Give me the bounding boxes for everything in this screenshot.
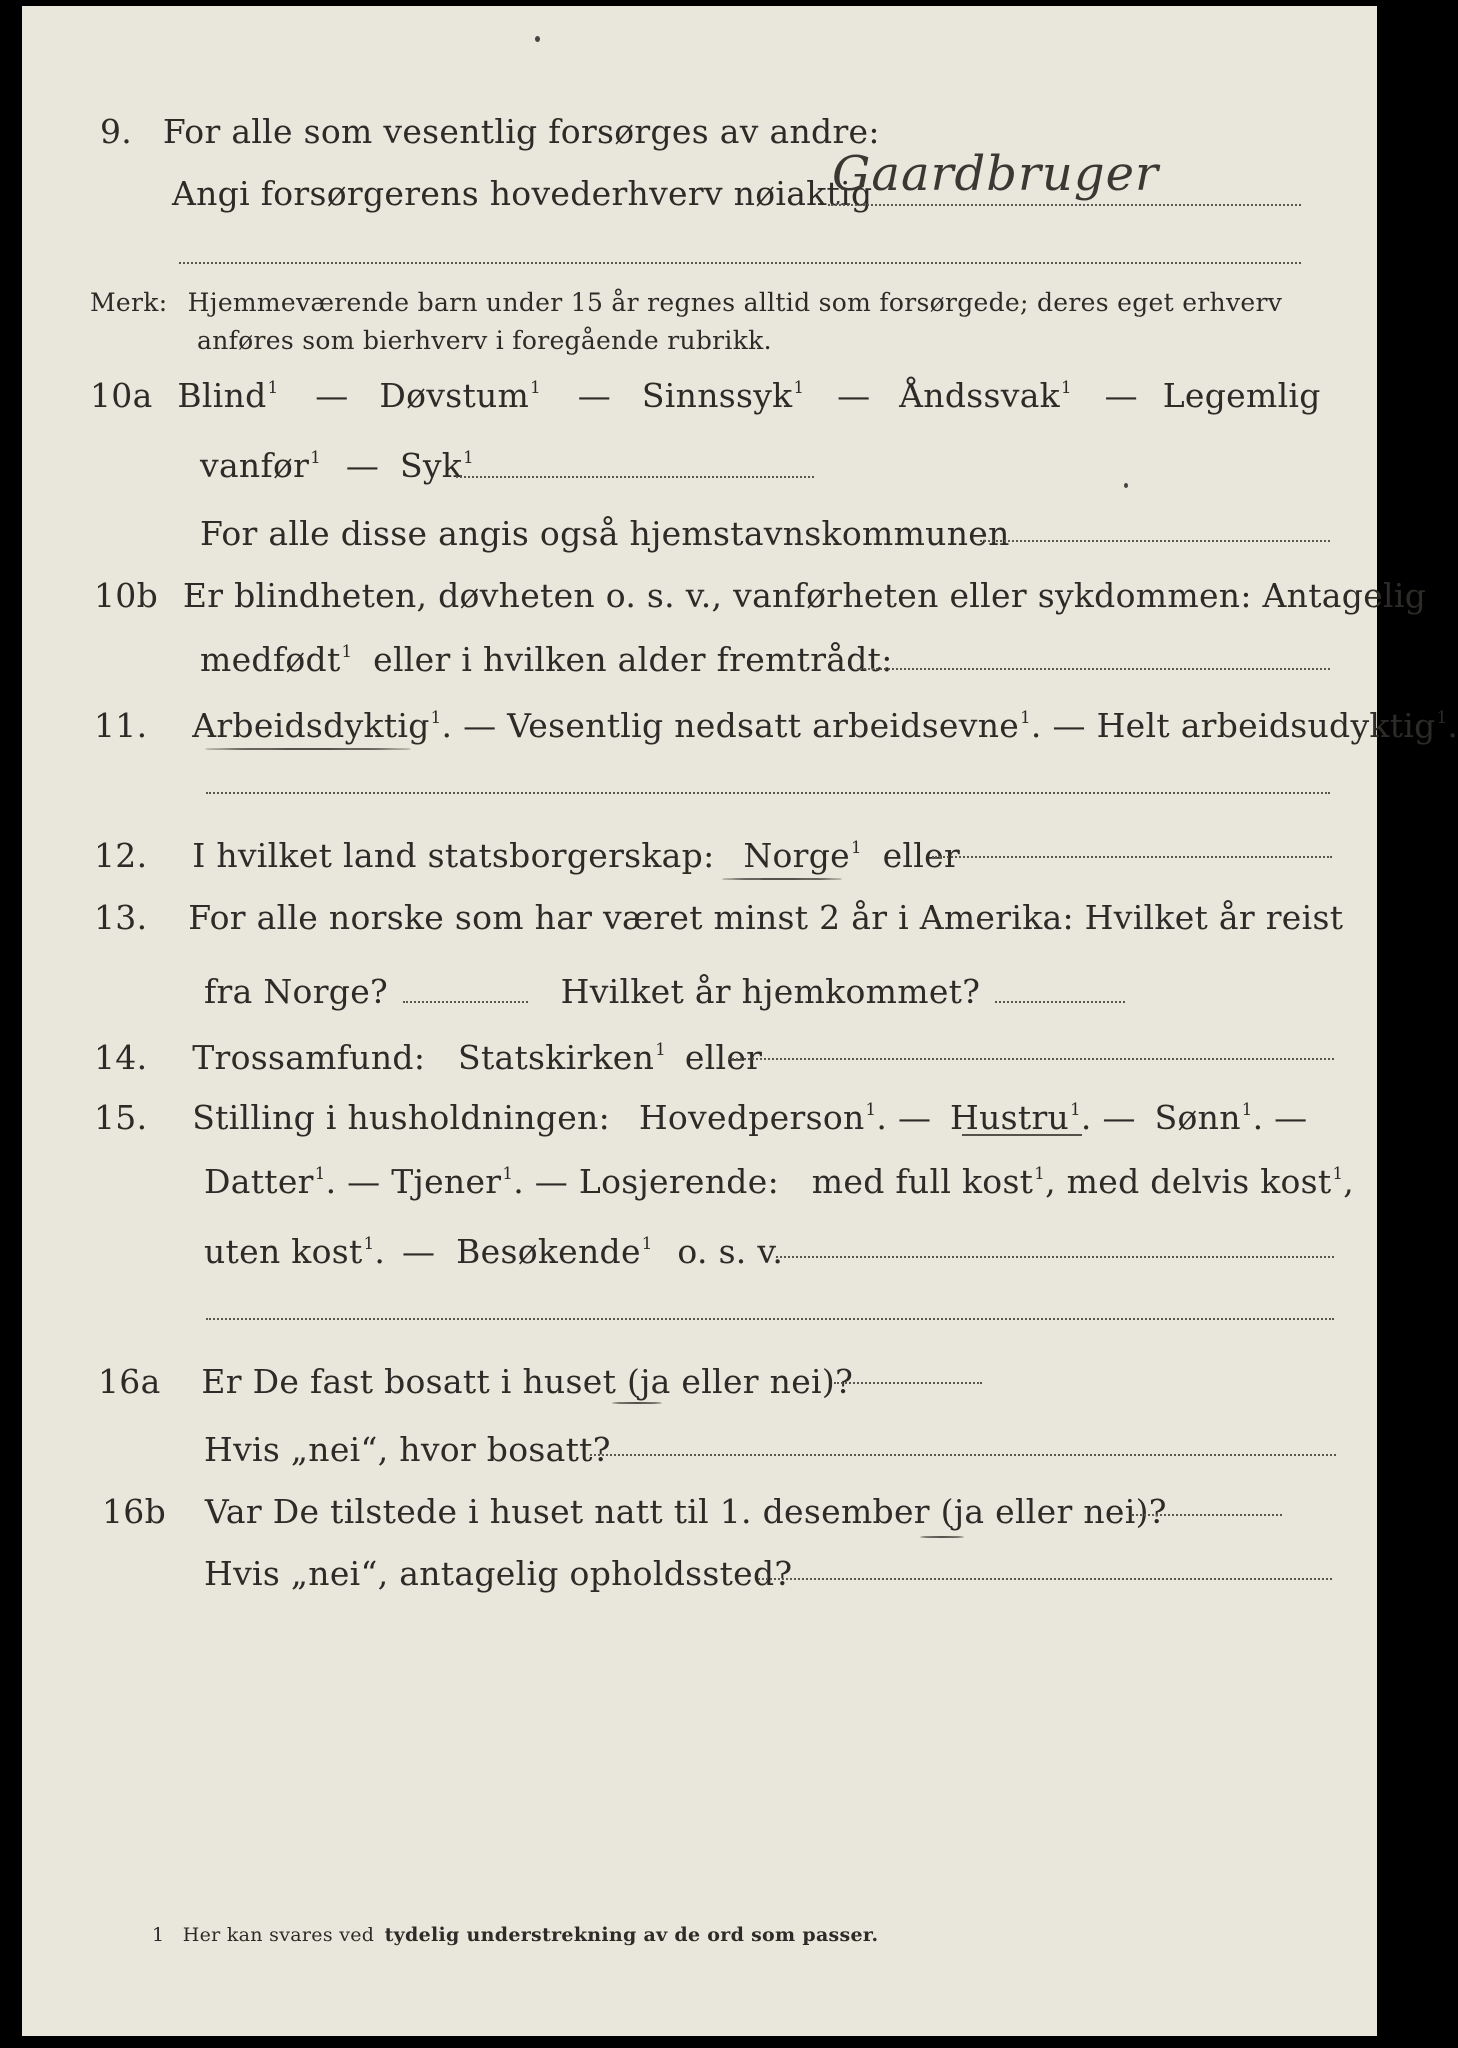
opt-sonn: Sønn xyxy=(1154,1098,1241,1137)
q16a-text1: Er De fast bosatt i huset (ja eller nei)? xyxy=(201,1362,854,1401)
q13-number: 13. xyxy=(94,898,148,937)
q15-line1: 15. Stilling i husholdningen: Hovedperson$^1$. — Hustru$^1$. — Sønn$^1$. — xyxy=(94,1098,1308,1137)
q13-line1 xyxy=(94,898,1343,937)
q16a-text2: Hvis „nei“, hvor bosatt? xyxy=(204,1430,611,1469)
q12-answer-line[interactable] xyxy=(932,856,1332,858)
q16a-underline-mark xyxy=(612,1402,662,1404)
q16b-underline-mark xyxy=(920,1536,964,1538)
opt-andssvak: Åndssvak xyxy=(899,376,1060,415)
sup: 1 xyxy=(850,837,862,857)
opt-hovedperson: Hovedperson xyxy=(638,1098,865,1137)
q9-answer-line[interactable] xyxy=(828,204,1301,206)
q11-number: 11. xyxy=(94,706,148,745)
sup: 1 xyxy=(1241,1099,1253,1119)
q16b-opholdssted-line[interactable] xyxy=(758,1578,1332,1580)
merk-label: Merk: xyxy=(90,288,168,317)
q9-number: 9. xyxy=(100,112,133,151)
opt-dovstum: Døvstum xyxy=(379,376,530,415)
opt-datter: Datter xyxy=(204,1162,314,1201)
q15-osv: o. s. v. xyxy=(677,1232,784,1271)
q10b-text2: eller i hvilken alder fremtrådt: xyxy=(373,640,893,679)
opt-blind: Blind xyxy=(177,376,267,415)
opt-helt-arbeidsudyktig: Helt arbeidsudyktig xyxy=(1096,706,1436,745)
merk-line1 xyxy=(90,288,1282,317)
q16a-bosatt-line[interactable] xyxy=(590,1454,1336,1456)
q10a-syk-line[interactable] xyxy=(456,476,814,478)
q12-underline-mark xyxy=(722,878,842,880)
q9-line1 xyxy=(100,112,880,151)
q13-hjemkommet-label: Hvilket år hjemkommet? xyxy=(560,972,981,1011)
q9-line2 xyxy=(172,174,872,213)
q11-underline-mark xyxy=(205,748,411,750)
opt-full-kost: med full kost xyxy=(811,1162,1034,1201)
opt-legemlig: Legemlig xyxy=(1162,376,1321,415)
sup: 1 xyxy=(530,377,541,397)
q13-reist-line[interactable] xyxy=(403,1001,528,1003)
opt-sinnssyk: Sinnssyk xyxy=(641,376,793,415)
q15-line2: Datter$^1$. — Tjener$^1$. — Losjerende: med full kost$^1$, med delvis kost$^1$, xyxy=(204,1162,1355,1201)
sup: 1 xyxy=(1332,1163,1344,1183)
sup: 1 xyxy=(463,447,474,467)
q12-text: I hvilket land statsborgerskap: xyxy=(192,836,715,875)
q14-answer-line[interactable] xyxy=(728,1058,1334,1060)
ink-speck xyxy=(1124,483,1128,488)
q14-eller: eller xyxy=(684,1038,763,1077)
q16b-text2: Hvis „nei“, antagelig opholdssted? xyxy=(204,1554,793,1593)
q16a-answer-line[interactable] xyxy=(834,1382,982,1384)
sup: 1 xyxy=(430,707,442,727)
q9-occupation-label: Angi forsørgerens hovederhverv nøiaktig xyxy=(172,174,873,213)
q12-eller: eller xyxy=(882,836,961,875)
q16b-number: 16b xyxy=(102,1492,167,1531)
q16a-line1 xyxy=(98,1362,853,1401)
q15-answer-line[interactable] xyxy=(776,1256,1334,1258)
q10b-answer-line[interactable] xyxy=(857,668,1330,670)
footnote-text1: Her kan svares ved xyxy=(182,1924,375,1946)
q10b-line2 xyxy=(200,640,893,679)
q14-number: 14. xyxy=(94,1038,148,1077)
sup: 1 xyxy=(1436,707,1448,727)
q12-number: 12. xyxy=(94,836,148,875)
q10a-line3: For alle disse angis også hjemstavnskommunen xyxy=(200,514,1010,553)
merk-text2: anføres som bierhverv i foregående rubrikk. xyxy=(197,326,772,355)
opt-statskirken: Statskirken xyxy=(458,1038,655,1077)
opt-besokende: Besøkende xyxy=(456,1232,641,1271)
sup: 1 xyxy=(502,1163,514,1183)
sup: 1 xyxy=(865,1099,877,1119)
footnote-text2: tydelig understrekning av de ord som passer. xyxy=(384,1924,879,1946)
opt-arbeidsdyktig: Arbeidsdyktig xyxy=(192,706,430,745)
q14-text: Trossamfund: xyxy=(192,1038,426,1077)
q16a-number: 16a xyxy=(98,1362,161,1401)
q16b-line1 xyxy=(102,1492,1167,1531)
q16b-answer-line[interactable] xyxy=(1132,1514,1282,1516)
footnote xyxy=(152,1924,878,1946)
sup: 1 xyxy=(310,447,322,467)
q14-line xyxy=(94,1038,762,1077)
sup: 1 xyxy=(363,1233,375,1253)
sup: 1 xyxy=(1070,1099,1081,1119)
opt-hustru: Hustru xyxy=(950,1098,1070,1137)
q13-reist-label: fra Norge? xyxy=(204,972,389,1011)
q10a-hjemstavn-line[interactable] xyxy=(980,540,1330,542)
q12-line xyxy=(94,836,960,875)
opt-losjerende: Losjerende: xyxy=(578,1162,779,1201)
q16b-text1: Var De tilstede i huset natt til 1. desember (ja eller nei)? xyxy=(204,1492,1167,1531)
opt-norge: Norge xyxy=(743,836,850,875)
q13-text1: For alle norske som har været minst 2 år i Amerika: Hvilket år reist xyxy=(188,898,1344,937)
q10a-number: 10a xyxy=(90,376,153,415)
opt-tjener: Tjener xyxy=(391,1162,502,1201)
opt-medfodt: medfødt xyxy=(200,640,341,679)
ink-speck xyxy=(535,36,540,42)
q11-line: 11. Arbeidsdyktig$^1$. — Vesentlig nedsatt arbeidsevne$^1$. — Helt arbeidsudyktig$^1$. xyxy=(94,706,1458,745)
merk-text1: Hjemmeværende barn under 15 år regnes alltid som forsørgede; deres eget erhverv xyxy=(187,288,1283,317)
q15-number: 15. xyxy=(94,1098,148,1137)
q15-text: Stilling i husholdningen: xyxy=(192,1098,611,1137)
sup: 1 xyxy=(314,1163,326,1183)
census-form-page xyxy=(22,6,1458,2036)
sup: 1 xyxy=(1060,377,1072,397)
sup: 1 xyxy=(655,1039,667,1059)
opt-vesentlig-nedsatt: Vesentlig nedsatt arbeidsevne xyxy=(507,706,1020,745)
sup: 1 xyxy=(1034,1163,1046,1183)
opt-uten-kost: uten kost xyxy=(204,1232,363,1271)
footnote-mark: 1 xyxy=(152,1924,165,1946)
q10a-line1: 10a Blind$^1$ — Døvstum$^1$ — Sinnssyk$^1$ — Åndssvak$^1$ — Legemlig xyxy=(90,376,1321,415)
q15-extra-line[interactable] xyxy=(206,1318,1334,1320)
q9-handwritten-answer: Gaardbruger xyxy=(832,146,1159,202)
q10b-line1 xyxy=(94,576,1426,615)
q13-line2 xyxy=(204,972,1125,1011)
q11-extra-line[interactable] xyxy=(206,792,1330,794)
sup: 1 xyxy=(267,377,279,397)
q13-hjemkommet-line[interactable] xyxy=(995,1001,1125,1003)
q15-underline-mark xyxy=(962,1134,1082,1136)
q15-line3: uten kost$^1$. — Besøkende$^1$ o. s. v. xyxy=(204,1232,784,1271)
q10b-text1: Er blindheten, døvheten o. s. v., vanførheten eller sykdommen: Antagelig xyxy=(182,576,1427,615)
q10a-line2: vanfør$^1$ — Syk$^1$ xyxy=(200,446,474,485)
sup: 1 xyxy=(641,1233,653,1253)
opt-delvis-kost: med delvis kost xyxy=(1066,1162,1332,1201)
q9-text: For alle som vesentlig forsørges av andre: xyxy=(162,112,880,151)
sup: 1 xyxy=(1020,707,1031,727)
sup: 1 xyxy=(341,641,353,661)
q10b-number: 10b xyxy=(94,576,159,615)
opt-vanfor: vanfør xyxy=(200,446,310,485)
opt-syk: Syk xyxy=(399,446,463,485)
sup: 1 xyxy=(793,377,805,397)
q9-extra-line[interactable] xyxy=(179,262,1301,264)
